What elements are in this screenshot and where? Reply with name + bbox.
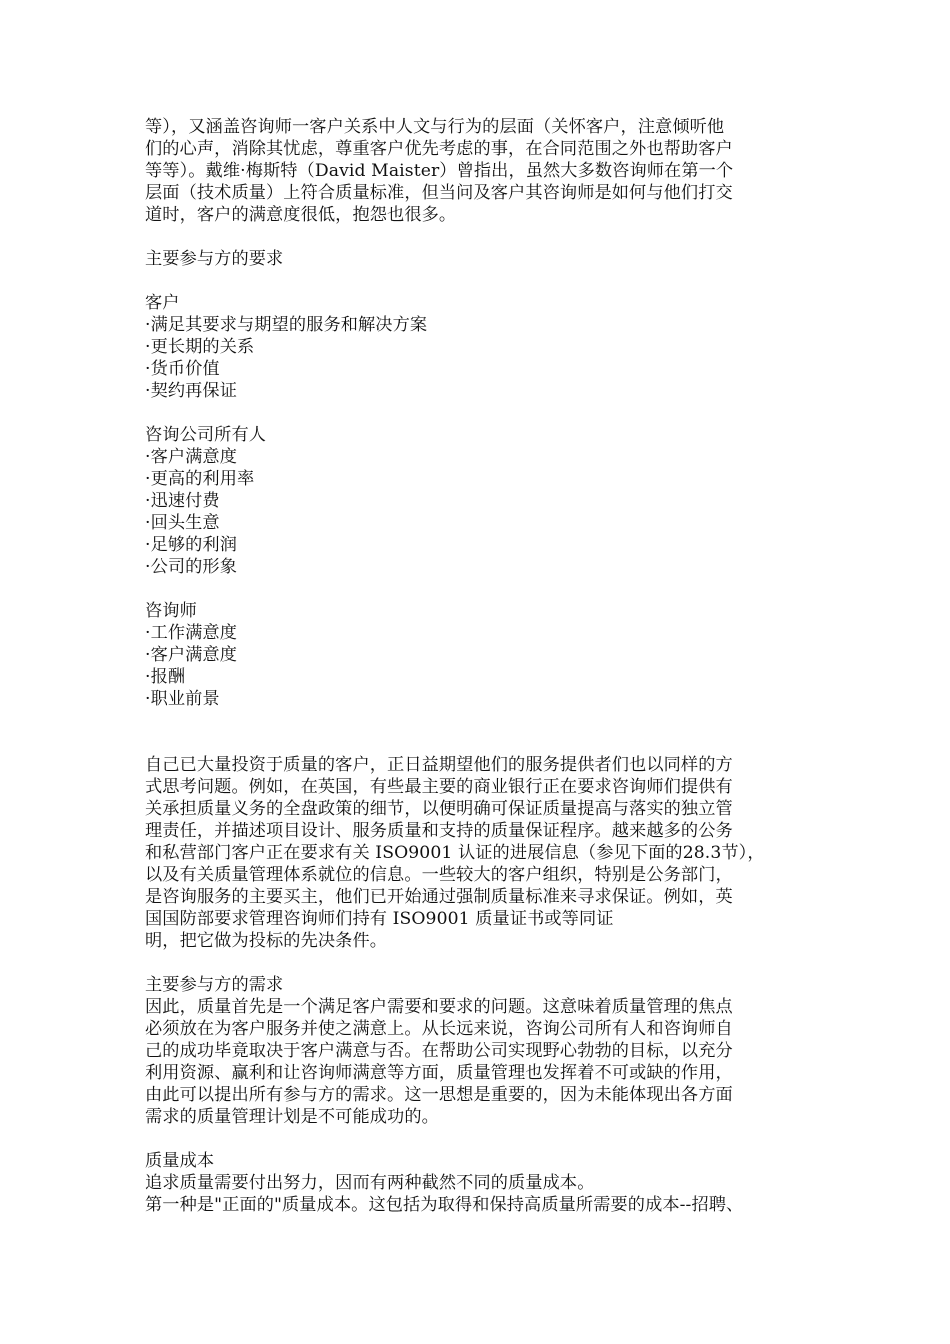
text-line: 和私营部门客户正在要求有关 ISO9001 认证的进展信息（参见下面的28.3节）， (145, 843, 765, 863)
intro-paragraph (145, 116, 825, 226)
list-item: ·迅速付费 (145, 491, 220, 511)
text-line: 层面（技术质量）上符合质量标准，但当问及客户其咨询师是如何与他们打交 (145, 183, 733, 203)
spacer (145, 952, 825, 974)
list-item: ·职业前景 (145, 689, 220, 709)
text-line: 明，把它做为投标的先决条件。 (145, 931, 388, 951)
list-item: ·足够的利润 (145, 535, 238, 555)
text-line: 是咨询服务的主要买主，他们已开始通过强制质量标准来寻求保证。例如，英 (145, 887, 733, 907)
cost-paragraph (145, 1172, 825, 1216)
text-line: 关承担质量义务的全盘政策的细节，以便明确可保证质量提高与落实的独立管 (145, 799, 733, 819)
group-title: 咨询师 (145, 601, 197, 621)
document-page (145, 116, 825, 1216)
text-line: 等），又涵盖咨询师一客户关系中人文与行为的层面（关怀客户，注意倾听他 (145, 117, 725, 137)
list-item: ·公司的形象 (145, 557, 238, 577)
section-heading-quality-cost: 质量成本 (145, 1151, 215, 1171)
spacer (145, 270, 825, 292)
list-item: ·工作满意度 (145, 623, 238, 643)
list-item: ·报酬 (145, 667, 186, 687)
spacer (145, 226, 825, 248)
list-item: ·契约再保证 (145, 381, 238, 401)
needs-paragraph (145, 996, 825, 1128)
list-item: ·回头生意 (145, 513, 220, 533)
spacer (145, 578, 825, 600)
spacer (145, 402, 825, 424)
investment-paragraph (145, 754, 825, 952)
text-line: 追求质量需要付出努力，因而有两种截然不同的质量成本。 (145, 1173, 595, 1193)
spacer (145, 1128, 825, 1150)
text-line: 自己已大量投资于质量的客户，正日益期望他们的服务提供者们也以同样的方 (145, 755, 733, 775)
text-line: 需求的质量管理计划是不可能成功的。 (145, 1107, 439, 1127)
text-line: 必须放在为客户服务并使之满意上。从长远来说，咨询公司所有人和咨询师自 (145, 1019, 733, 1039)
section-heading-needs: 主要参与方的需求 (145, 975, 284, 995)
text-line: 己的成功毕竟取决于客户满意与否。在帮助公司实现野心勃勃的目标，以充分 (145, 1041, 733, 1061)
group-title: 咨询公司所有人 (145, 425, 267, 445)
list-item: ·客户满意度 (145, 447, 238, 467)
section-heading-requirements: 主要参与方的要求 (145, 249, 284, 269)
text-line: 由此可以提出所有参与方的需求。这一思想是重要的，因为未能体现出各方面 (145, 1085, 733, 1105)
spacer (145, 710, 825, 754)
list-item: ·满足其要求与期望的服务和解决方案 (145, 315, 428, 335)
text-line: 第一种是"正面的"质量成本。这包括为取得和保持高质量所需要的成本--招聘、 (145, 1195, 744, 1215)
group-clients (145, 292, 825, 402)
text-line: 理责任，并描述项目设计、服务质量和支持的质量保证程序。越来越多的公务 (145, 821, 733, 841)
text-line: 们的心声，消除其忧虑，尊重客户优先考虑的事，在合同范围之外也帮助客户 (145, 139, 733, 159)
list-item: ·更长期的关系 (145, 337, 255, 357)
list-item: ·更高的利用率 (145, 469, 255, 489)
list-item: ·客户满意度 (145, 645, 238, 665)
group-firm-owners (145, 424, 825, 578)
text-line: 式思考问题。例如，在英国，有些最主要的商业银行正在要求咨询师们提供有 (145, 777, 733, 797)
text-line: 国国防部要求管理咨询师们持有 ISO9001 质量证书或等同证 (145, 909, 614, 929)
text-line: 等等）。戴维·梅斯特（David Maister）曾指出，虽然大多数咨询师在第一个 (145, 161, 734, 181)
group-title: 客户 (145, 293, 180, 313)
text-line: 因此，质量首先是一个满足客户需要和要求的问题。这意味着质量管理的焦点 (145, 997, 733, 1017)
text-line: 道时，客户的满意度很低，抱怨也很多。 (145, 205, 457, 225)
group-consultants (145, 600, 825, 710)
text-line: 利用资源、赢利和让咨询师满意等方面，质量管理也发挥着不可或缺的作用， (145, 1063, 733, 1083)
text-line: 以及有关质量管理体系就位的信息。一些较大的客户组织，特别是公务部门， (145, 865, 733, 885)
list-item: ·货币价值 (145, 359, 220, 379)
